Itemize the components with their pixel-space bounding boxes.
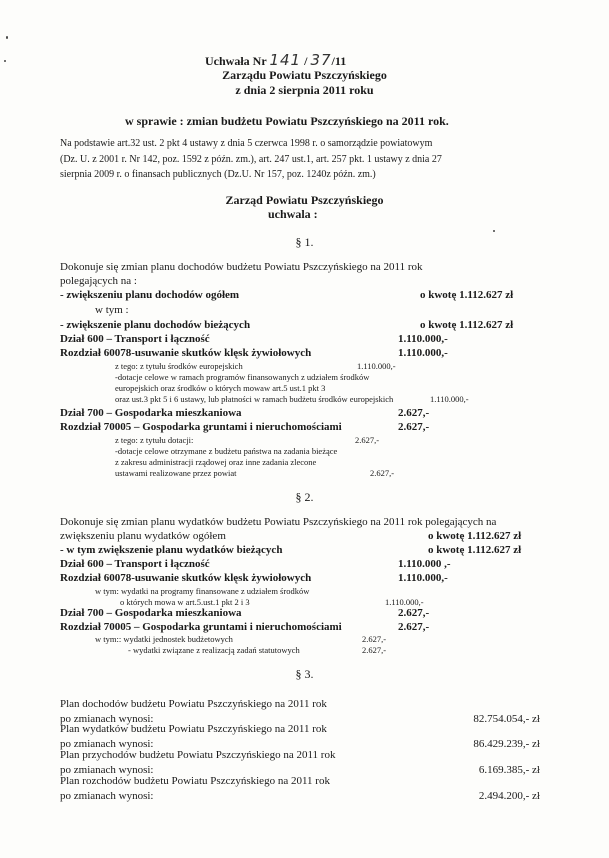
scan-speck xyxy=(493,230,495,232)
s3-row-label: Plan rozchodów budżetu Powiatu Pszczyńskiego na 2011 rok xyxy=(60,775,330,787)
s3-row-label: Plan dochodów budżetu Powiatu Pszczyńskiego na 2011 rok xyxy=(60,698,327,710)
s1-eu-funds-detail: oraz ust.3 pkt 5 i 6 ustawy, lub płatności w ramach budżetu środków europejskich xyxy=(115,394,394,404)
s1-eu-funds-detail: europejskich oraz środków o których mowaw art.5 ust.1 pkt 3 xyxy=(115,383,326,393)
scan-speck xyxy=(6,36,8,39)
s1-grant-label: z tego: z tytułu dotacji: xyxy=(115,435,194,445)
s3-row-value: 6.169.385,- zł xyxy=(478,764,540,776)
s2-expense-detail: o których mowa w art.5.ust.1 pkt 2 i 3 xyxy=(120,597,250,607)
s1-in-that: w tym : xyxy=(95,304,129,316)
resolves-line-2: uchwala : xyxy=(268,207,318,221)
title-prefix: Uchwała Nr xyxy=(205,54,267,68)
s1-grant-detail-value: 2.627,- xyxy=(370,468,395,478)
s2-expense-detail: w tym: wydatki na programy finansowane z udziałem środków xyxy=(95,586,310,596)
s1-eu-funds-detail: -dotacje celowe w ramach programów finansowanych z udziałem środków xyxy=(115,372,370,382)
legal-basis-line: Na podstawie art.32 ust. 2 pkt 4 ustawy z dnia 5 czerwca 1998 r. o samorządzie powiatowym xyxy=(60,138,433,149)
s2-statutory-label: - wydatki związane z realizacją zadań statutowych xyxy=(128,645,300,655)
handwritten-number-2: 37 xyxy=(310,51,332,69)
s3-row-label: po zmianach wynosi: xyxy=(60,738,154,750)
legal-basis-line: (Dz. U. z 2001 r. Nr 142, poz. 1592 z późn. zm.), art. 247 ust.1, art. 257 pkt. 1 ustawy z dnia 27 xyxy=(60,154,442,165)
s1-grant-detail: -dotacje celowe otrzymane z budżetu państwa na zadania bieżące xyxy=(115,446,338,456)
s1-chapter-70005-label: Rozdział 70005 – Gospodarka gruntami i nieruchomościami xyxy=(60,421,342,433)
s2-division-700-value: 2.627,- xyxy=(398,607,430,619)
s2-intro: Dokonuje się zmian planu wydatków budżetu Powiatu Pszczyńskiego na 2011 rok polegających na xyxy=(60,516,497,528)
resolution-date: z dnia 2 sierpnia 2011 roku xyxy=(235,83,374,97)
s2-expense-detail-value: 1.110.000,- xyxy=(385,597,424,607)
resolution-number xyxy=(205,53,346,68)
s1-eu-funds-label: z tego: z tytułu środków europejskich xyxy=(115,361,243,371)
s1-division-700-label: Dział 700 – Gospodarka mieszkaniowa xyxy=(60,407,242,419)
resolution-subject: w sprawie : zmian budżetu Powiatu Pszczyńskiego na 2011 rok. xyxy=(125,114,449,128)
s1-income-current-label: - zwiększenie planu dochodów bieżących xyxy=(60,319,251,331)
s2-statutory-value: 2.627,- xyxy=(362,645,387,655)
section-3-heading: § 3. xyxy=(295,667,314,681)
s1-chapter-60078-value: 1.110.000,- xyxy=(398,347,448,359)
s3-row-value: 86.429.239,- zł xyxy=(473,738,540,750)
s1-chapter-60078-label: Rozdział 60078-usuwanie skutków klęsk żywiołowych xyxy=(60,347,312,359)
resolves-line-1: Zarząd Powiatu Pszczyńskiego xyxy=(225,193,384,207)
s1-grant-value: 2.627,- xyxy=(355,435,380,445)
s1-eu-funds-detail-value: 1.110.000,- xyxy=(430,394,469,404)
s1-intro: Dokonuje się zmian planu dochodów budżetu Powiatu Pszczyńskiego na 2011 rok xyxy=(60,261,423,273)
s1-eu-funds-value: 1.110.000,- xyxy=(357,361,396,371)
handwritten-number-1: 141 xyxy=(269,51,302,69)
board-name: Zarządu Powiatu Pszczyńskiego xyxy=(222,68,387,82)
s2-division-700-label: Dział 700 – Gospodarka mieszkaniowa xyxy=(60,607,242,619)
s1-income-total-label: - zwiększeniu planu dochodów ogółem xyxy=(60,289,240,301)
s3-row-label: po zmianach wynosi: xyxy=(60,790,154,802)
s3-row-label: Plan wydatków budżetu Powiatu Pszczyńskiego na 2011 rok xyxy=(60,723,327,735)
s1-income-total-value: o kwotę 1.112.627 zł xyxy=(420,289,514,301)
s3-row-value: 82.754.054,- zł xyxy=(473,713,540,725)
s2-units-value: 2.627,- xyxy=(362,634,387,644)
s3-row-value: 2.494.200,- zł xyxy=(478,790,540,802)
s1-intro: polegających na : xyxy=(60,275,137,287)
s2-expense-current-label: - w tym zwiększenie planu wydatków bieżących xyxy=(60,544,283,556)
s3-row-label: po zmianach wynosi: xyxy=(60,764,154,776)
s2-intro: zwiększeniu planu wydatków ogółem xyxy=(60,530,226,542)
s3-row-label: Plan przychodów budżetu Powiatu Pszczyńskiego na 2011 rok xyxy=(60,749,336,761)
section-2-heading: § 2. xyxy=(295,490,314,504)
s1-grant-detail: z zakresu administracji rządowej oraz inne zadania zlecone xyxy=(115,457,317,467)
s3-row-label: po zmianach wynosi: xyxy=(60,713,154,725)
legal-basis-line: sierpnia 2009 r. o finansach publicznych (Dz.U. Nr 157, poz. 1240z późn. zm.) xyxy=(60,169,376,180)
s1-division-600-label: Dział 600 – Transport i łączność xyxy=(60,333,210,345)
s2-chapter-60078-label: Rozdział 60078-usuwanie skutków klęsk żywiołowych xyxy=(60,572,312,584)
s2-units-label: w tym:: wydatki jednostek budżetowych xyxy=(95,634,233,644)
s2-chapter-60078-value: 1.110.000,- xyxy=(398,572,448,584)
s2-chapter-70005-value: 2.627,- xyxy=(398,621,430,633)
s2-expense-current-value: o kwotę 1.112.627 zł xyxy=(428,544,522,556)
s2-division-600-label: Dział 600 – Transport i łączność xyxy=(60,558,210,570)
s1-income-current-value: o kwotę 1.112.627 zł xyxy=(420,319,514,331)
s2-intro-value: o kwotę 1.112.627 zł xyxy=(428,530,522,542)
s1-division-600-value: 1.110.000,- xyxy=(398,333,448,345)
s2-division-600-value: 1.110.000 ,- xyxy=(398,558,451,570)
s1-grant-detail: ustawami realizowane przez powiat xyxy=(115,468,237,478)
title-slash: / xyxy=(304,54,308,68)
section-1-heading: § 1. xyxy=(295,235,314,249)
scan-speck xyxy=(4,60,6,62)
title-suffix: /11 xyxy=(331,54,347,68)
s2-chapter-70005-label: Rozdział 70005 – Gospodarka gruntami i nieruchomościami xyxy=(60,621,342,633)
s1-chapter-70005-value: 2.627,- xyxy=(398,421,430,433)
s1-division-700-value: 2.627,- xyxy=(398,407,430,419)
